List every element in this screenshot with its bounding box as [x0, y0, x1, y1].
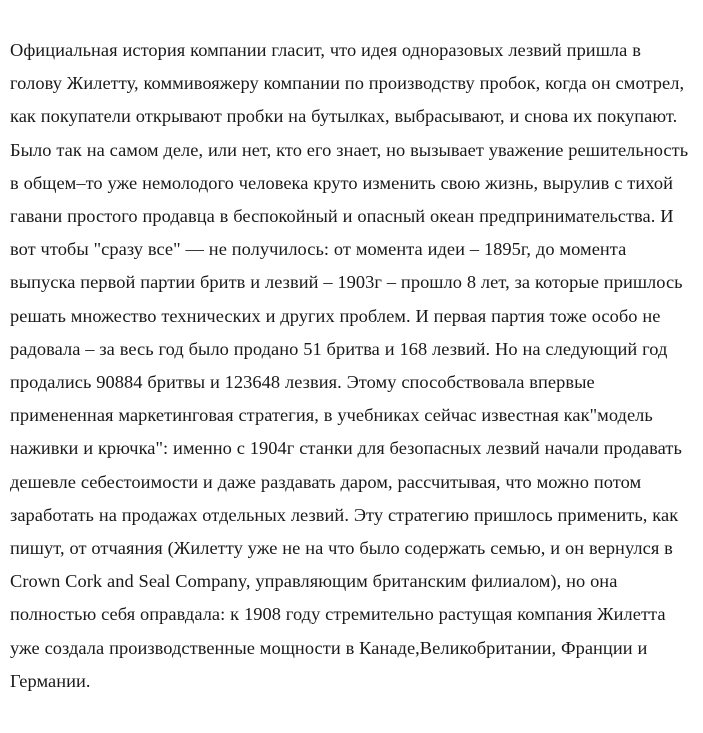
- article-body: [10, 34, 689, 698]
- article-paragraph: Официальная история компании гласит, что идея одноразовых лезвий пришла в голову Жилетту, коммивояжеру компании по производству пробок, когда он смотрел, как покупатели открывают пробки на бутылках, выбрасывают, и снова их покупают. Было так на самом деле, или нет, кто его знает, но вызывает уважение решительность в общем–то уже немолодого человека круто изменить свою жизнь, вырулив с тихой гавани простого продавца в беспокойный и опасный океан предпринимательства. И вот чтобы "сразу все" — не получилось: от момента идеи – 1895г, до момента выпуска первой партии бритв и лезвий – 1903г – прошло 8 лет, за которые пришлось решать множество технических и других проблем. И первая партия тоже особо не радовала – за весь год было продано 51 бритва и 168 лезвий. Но на следующий год продались 90884 бритвы и 123648 лезвия. Этому способствовала впервые примененная маркетинговая стратегия, в учебниках сейчас известная как"модель наживки и крючка": именно с 1904г станки для безопасных лезвий начали продавать дешевле себестоимости и даже раздавать даром, рассчитывая, что можно потом заработать на продажах отдельных лезвий. Эту стратегию пришлось применить, как пишут, от отчаяния (Жилетту уже не на что было содержать семью, и он вернулся в Crown Cork and Seal Company, управляющим британским филиалом), но она полностью себя оправдала: к 1908 году стремительно растущая компания Жилетта уже создала производственные мощности в Канаде,Великобритании, Франции и Германии.: [10, 40, 689, 691]
